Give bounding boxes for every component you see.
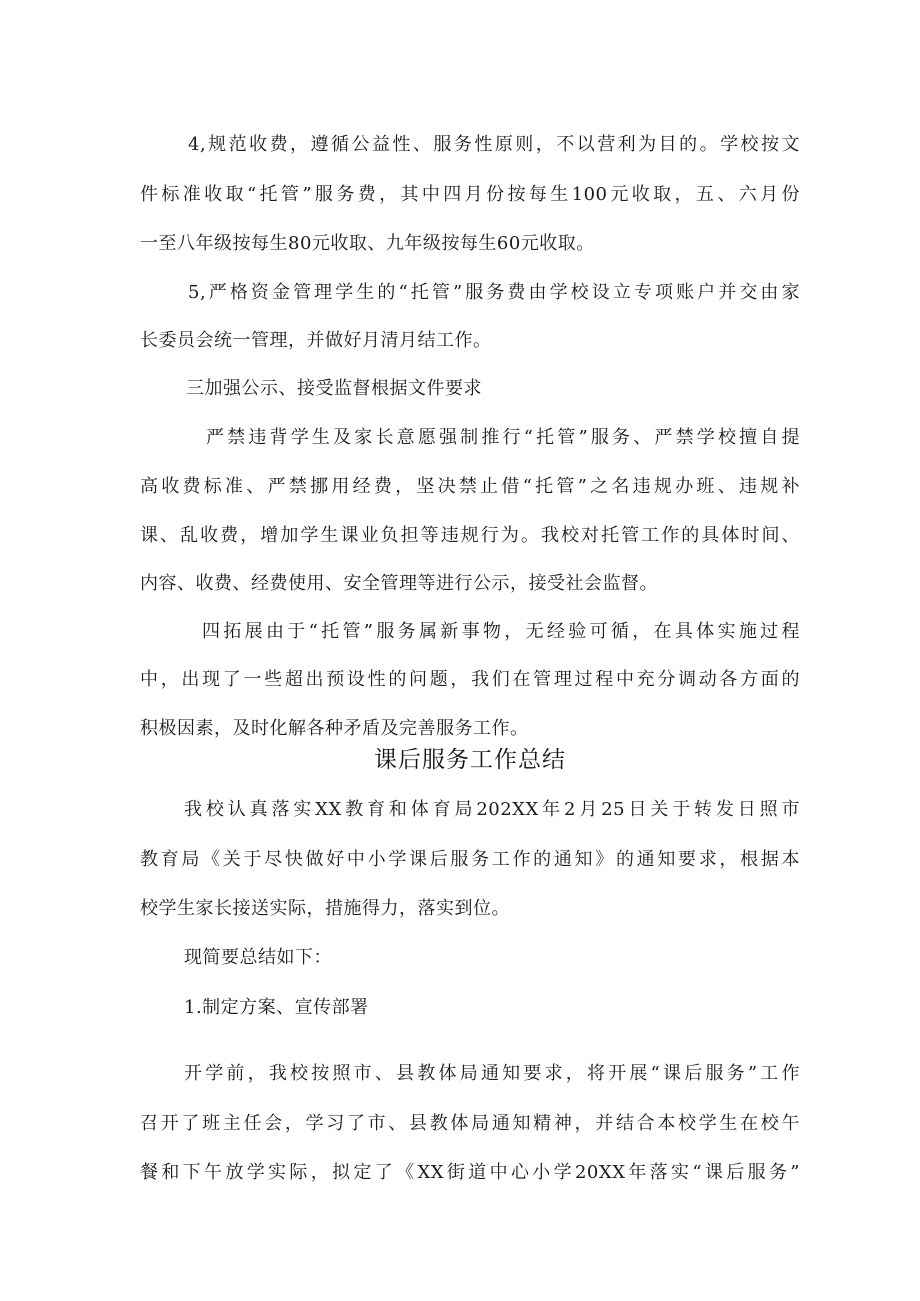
paragraph-line: 积极因素，及时化解各种矛盾及完善服务工作。 [140, 718, 529, 739]
paragraph-line: 严禁违背学生及家长意愿强制推行“托管”服务、严禁学校擅自提 [206, 427, 800, 448]
paragraph-line: 件标准收取“托管”服务费，其中四月份按每生100元收取，五、六月份 [140, 184, 800, 205]
paragraph-line: 内容、收费、经费使用、安全管理等进行公示，接受社会监督。 [140, 573, 658, 594]
paragraph-line: 开学前，我校按照市、县教体局通知要求，将开展“课后服务”工作 [184, 1063, 800, 1084]
paragraph-line: 高收费标准、严禁挪用经费，坚决禁止借“托管”之名违规办班、违规补 [140, 476, 800, 497]
paragraph-line: 校学生家长接送实际，措施得力，落实到位。 [140, 898, 510, 919]
section-heading: 1.制定方案、宣传部署 [184, 997, 369, 1018]
paragraph-line: 现简要总结如下： [184, 947, 332, 968]
paragraph-line: 4,规范收费，遵循公益性、服务性原则，不以营利为目的。学校按文 [188, 134, 800, 155]
paragraph-line: 课、乱收费，增加学生课业负担等违规行为。我校对托管工作的具体时间、 [140, 525, 800, 546]
paragraph-line: 召开了班主任会，学习了市、县教体局通知精神，并结合本校学生在校午 [140, 1113, 800, 1134]
paragraph-line: 5,严格资金管理学生的“托管”服务费由学校设立专项账户并交由家 [188, 282, 800, 303]
paragraph-line: 长委员会统一管理，并做好月清月结工作。 [140, 330, 492, 351]
section-heading: 三加强公示、接受监督根据文件要求 [186, 378, 482, 399]
paragraph-line: 中，出现了一些超出预设性的问题，我们在管理过程中充分调动各方面的 [140, 669, 800, 690]
paragraph-line: 四拓展由于“托管”服务属新事物，无经验可循，在具体实施过程 [202, 621, 800, 642]
paragraph-line: 教育局《关于尽快做好中小学课后服务工作的通知》的通知要求，根据本 [140, 849, 800, 870]
document-title: 课后服务工作总结 [374, 747, 566, 773]
paragraph-line: 餐和下午放学实际，拟定了《XX街道中心小学20XX年落实“课后服务” [140, 1162, 800, 1183]
paragraph-line: 我校认真落实XX教育和体育局202XX年2月25日关于转发日照市 [184, 799, 800, 820]
paragraph-line: 一至八年级按每生80元收取、九年级按每生60元收取。 [140, 233, 595, 254]
